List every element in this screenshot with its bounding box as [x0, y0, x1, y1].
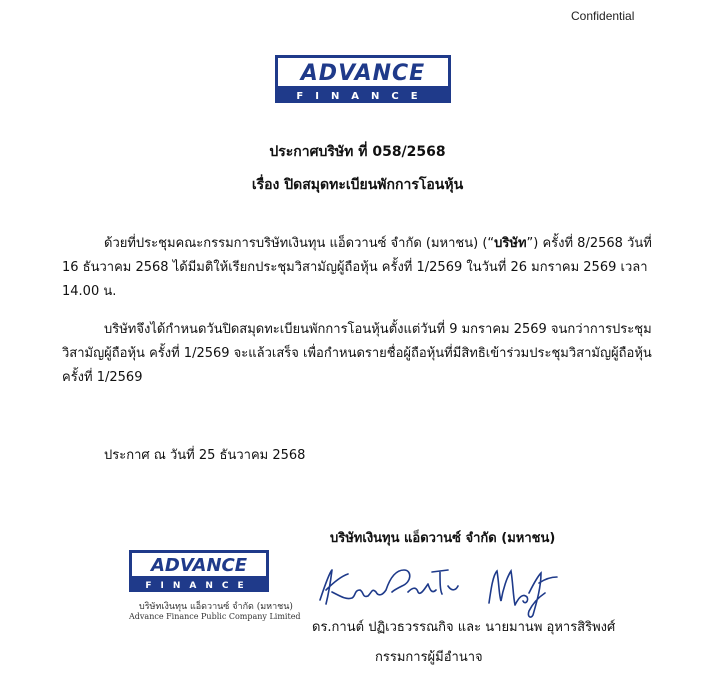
svg-text:ADVANCE: ADVANCE: [300, 61, 426, 86]
p1-company-term: บริษัท: [494, 236, 527, 251]
signature-1: [312, 562, 462, 612]
svg-text:FINANCE: FINANCE: [296, 91, 430, 102]
announcement-date: ประกาศ ณ วันที่ 25 ธันวาคม 2568: [104, 448, 306, 463]
seal-thai-name: บริษัทเงินทุน แอ็ดวานซ์ จำกัด (มหาชน): [139, 602, 293, 612]
paragraph-1: [62, 232, 694, 304]
paragraph-2-line-2: วิสามัญผู้ถือหุ้น ครั้งที่ 1/2569 จะแล้วเสร็จ เพื่อกำหนดรายชื่อผู้ถือหุ้นที่มีสิทธิเข้าร่วมประชุมวิสามัญผู้ถือหุ้น: [62, 346, 652, 361]
svg-text:ADVANCE: ADVANCE: [150, 555, 248, 576]
announcement-number: ประกาศบริษัท ที่ 058/2568: [269, 144, 446, 160]
p1-text-c: ”) ครั้งที่ 8/2568 วันที่: [526, 236, 652, 251]
paragraph-2-line-3: ครั้งที่ 1/2569: [62, 370, 143, 385]
p1-text-a: ด้วยที่ประชุมคณะกรรมการบริษัทเงินทุน แอ็ดวานซ์ จำกัด (มหาชน) (“: [104, 236, 495, 251]
signer-names: ดร.กานต์ ปฏิเวธวรรณกิจ และ นายมานพ อุหารสิริพงศ์: [312, 620, 616, 635]
seal-english-name: Advance Finance Public Company Limited: [129, 612, 301, 621]
svg-text:FINANCE: FINANCE: [145, 581, 253, 591]
paragraph-2: [62, 318, 694, 390]
signature-2: [483, 563, 563, 623]
advance-finance-logo: [275, 55, 451, 103]
paragraph-1-line-3: 14.00 น.: [62, 284, 117, 299]
paragraph-2-line-1: บริษัทจึงได้กำหนดวันปิดสมุดทะเบียนพักการโอนหุ้นตั้งแต่วันที่ 9 มกราคม 2569 จนกว่าการประชุม: [104, 322, 652, 337]
company-name: บริษัทเงินทุน แอ็ดวานซ์ จำกัด (มหาชน): [330, 531, 556, 546]
paragraph-1-line-1: [62, 232, 694, 256]
paragraph-1-line-2: 16 ธันวาคม 2568 ได้มีมติให้เรียกประชุมวิสามัญผู้ถือหุ้น ครั้งที่ 1/2569 ในวันที่ 26 มกราคม 2569 เวลา: [62, 260, 648, 275]
signer-title: กรรมการผู้มีอำนาจ: [375, 650, 483, 665]
confidential-label: Confidential: [571, 9, 635, 23]
announcement-subject: เรื่อง ปิดสมุดทะเบียนพักการโอนหุ้น: [251, 177, 464, 193]
